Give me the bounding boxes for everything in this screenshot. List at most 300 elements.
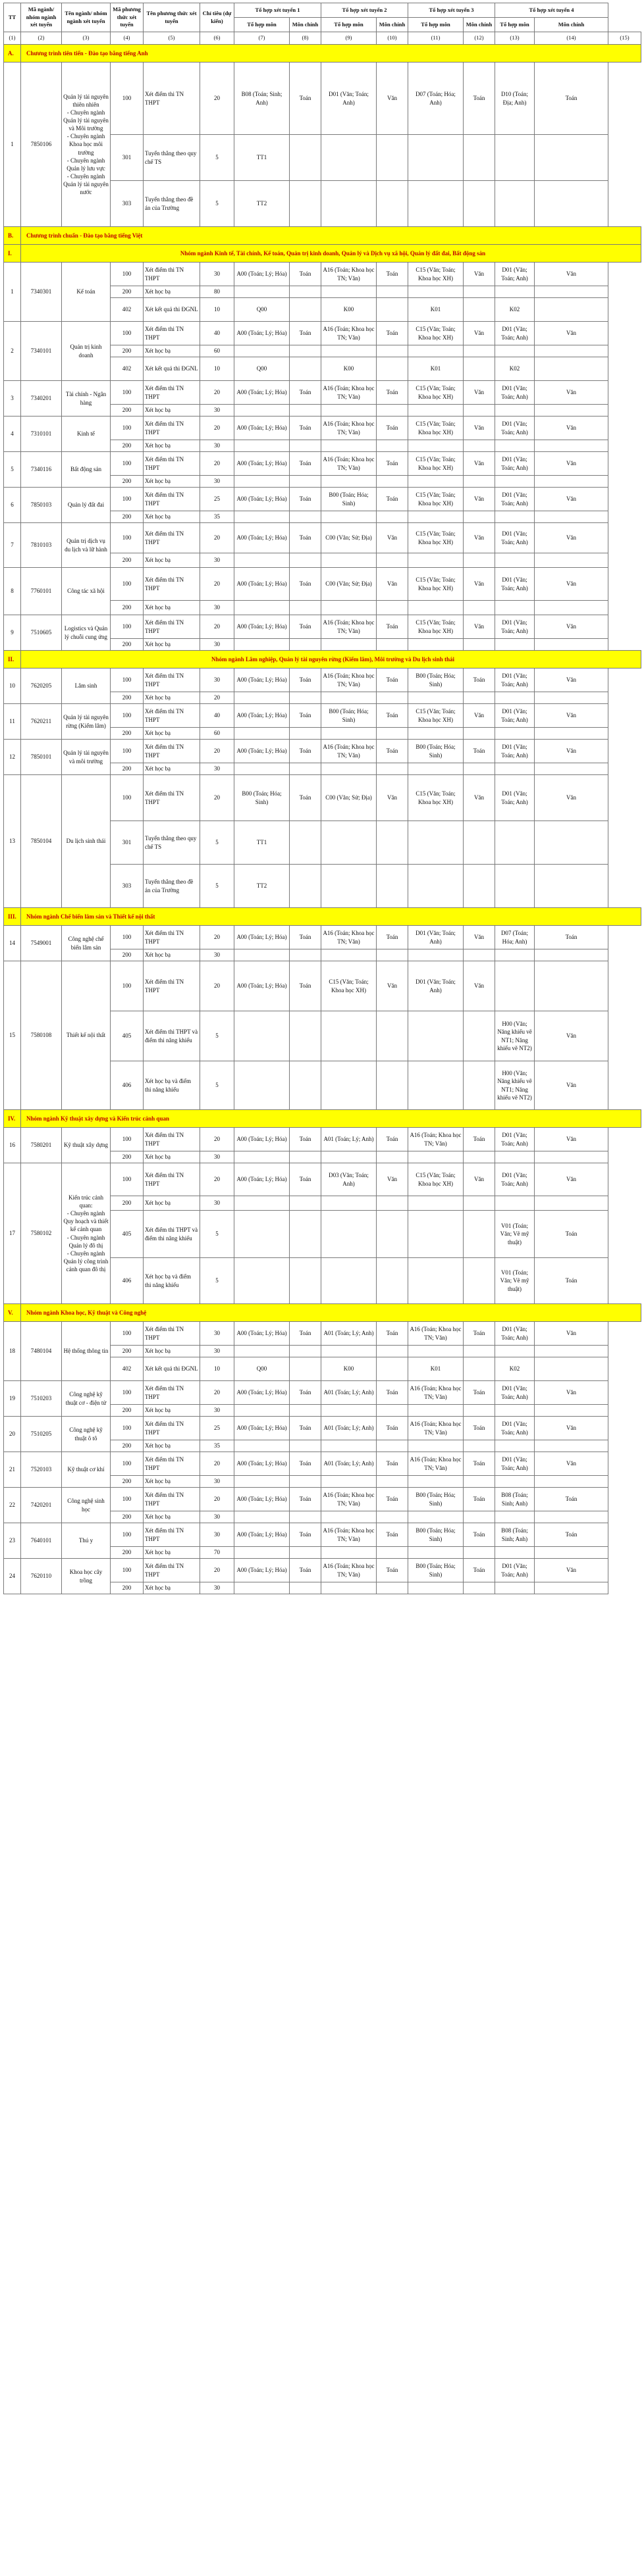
major-code: 7510605 xyxy=(21,615,62,651)
to-hop-2-mon-chinh xyxy=(377,345,408,357)
to-hop-4-mon xyxy=(495,728,535,740)
table-row xyxy=(4,926,641,949)
column-number: (13) xyxy=(495,32,535,45)
quota: 20 xyxy=(200,1488,234,1511)
method-name: Xét điểm thi TN THPT xyxy=(144,1322,200,1346)
to-hop-2-mon xyxy=(321,511,377,523)
to-hop-4-mon: D01 (Văn; Toán; Anh) xyxy=(495,1128,535,1151)
to-hop-3-mon-chinh xyxy=(464,1357,495,1381)
header-mon-chinh: Môn chính xyxy=(464,18,495,32)
quota: 20 xyxy=(200,692,234,704)
section-code: V. xyxy=(4,1304,21,1322)
quota: 80 xyxy=(200,286,234,298)
to-hop-4-mon-chinh: Văn xyxy=(535,1163,608,1196)
to-hop-4-mon-chinh xyxy=(535,763,608,775)
quota: 20 xyxy=(200,417,234,440)
to-hop-1-mon-chinh xyxy=(290,728,321,740)
row-tt: 11 xyxy=(4,704,21,740)
to-hop-2-mon-chinh: Toán xyxy=(377,1128,408,1151)
to-hop-3-mon xyxy=(408,553,464,568)
row-tt: 8 xyxy=(4,568,21,615)
method-name: Xét điểm thi TN THPT xyxy=(144,417,200,440)
to-hop-2-mon xyxy=(321,1405,377,1417)
to-hop-4-mon-chinh: Văn xyxy=(535,775,608,821)
header-to-hop-mon: Tổ hợp môn xyxy=(321,18,377,32)
to-hop-3-mon: K01 xyxy=(408,1357,464,1381)
table-row xyxy=(4,775,641,821)
to-hop-3-mon-chinh: Văn xyxy=(464,322,495,345)
method-code: 200 xyxy=(111,1582,144,1594)
method-code: 200 xyxy=(111,1476,144,1488)
to-hop-3-mon-chinh: Văn xyxy=(464,452,495,476)
to-hop-3-mon xyxy=(408,405,464,417)
to-hop-3-mon-chinh: Toán xyxy=(464,669,495,692)
method-code: 100 xyxy=(111,1322,144,1346)
to-hop-4-mon-chinh xyxy=(535,357,608,381)
method-code: 100 xyxy=(111,1452,144,1476)
quota: 30 xyxy=(200,553,234,568)
major-name: Thiết kế nội thất xyxy=(62,961,111,1110)
to-hop-3-mon-chinh: Văn xyxy=(464,381,495,405)
to-hop-2-mon xyxy=(321,821,377,865)
quota: 5 xyxy=(200,865,234,908)
to-hop-4-mon: K02 xyxy=(495,357,535,381)
method-code: 200 xyxy=(111,1151,144,1163)
to-hop-2-mon-chinh: Văn xyxy=(377,775,408,821)
to-hop-3-mon xyxy=(408,1211,464,1258)
row-tt: 15 xyxy=(4,961,21,1110)
to-hop-1-mon-chinh: Toán xyxy=(290,1128,321,1151)
to-hop-4-mon xyxy=(495,553,535,568)
to-hop-1-mon xyxy=(234,1196,290,1211)
row-tt: 23 xyxy=(4,1523,21,1559)
method-code: 100 xyxy=(111,63,144,135)
to-hop-1-mon: A00 (Toán; Lý; Hóa) xyxy=(234,1523,290,1547)
to-hop-3-mon: A16 (Toán; Khoa học TN; Văn) xyxy=(408,1452,464,1476)
method-code: 100 xyxy=(111,961,144,1011)
to-hop-2-mon: D03 (Văn; Toán; Anh) xyxy=(321,1163,377,1196)
quota: 30 xyxy=(200,1346,234,1357)
major-code: 7480104 xyxy=(21,1322,62,1381)
method-name: Xét điểm thi TN THPT xyxy=(144,263,200,286)
method-name: Xét điểm thi TN THPT xyxy=(144,615,200,639)
quota: 20 xyxy=(200,740,234,763)
to-hop-3-mon xyxy=(408,763,464,775)
to-hop-2-mon-chinh xyxy=(377,1357,408,1381)
to-hop-2-mon xyxy=(321,553,377,568)
method-name: Xét điểm thi TN THPT xyxy=(144,1523,200,1547)
to-hop-3-mon: C15 (Văn; Toán; Khoa học XH) xyxy=(408,417,464,440)
to-hop-3-mon-chinh xyxy=(464,1440,495,1452)
column-number: (12) xyxy=(464,32,495,45)
to-hop-1-mon-chinh: Toán xyxy=(290,488,321,511)
to-hop-4-mon-chinh xyxy=(535,553,608,568)
to-hop-3-mon-chinh xyxy=(464,821,495,865)
to-hop-1-mon-chinh: Toán xyxy=(290,740,321,763)
to-hop-2-mon-chinh xyxy=(377,181,408,227)
to-hop-2-mon-chinh: Toán xyxy=(377,1488,408,1511)
to-hop-1-mon xyxy=(234,1151,290,1163)
to-hop-4-mon xyxy=(495,1196,535,1211)
to-hop-1-mon-chinh xyxy=(290,1547,321,1559)
quota: 30 xyxy=(200,263,234,286)
to-hop-3-mon-chinh xyxy=(464,1547,495,1559)
to-hop-2-mon-chinh xyxy=(377,1196,408,1211)
section-title: Nhóm ngành Chế biến lâm sản và Thiết kế nội thất xyxy=(21,908,641,926)
to-hop-3-mon-chinh xyxy=(464,1346,495,1357)
to-hop-3-mon: A16 (Toán; Khoa học TN; Văn) xyxy=(408,1417,464,1440)
to-hop-4-mon: K02 xyxy=(495,1357,535,1381)
method-name: Xét điểm thi TN THPT xyxy=(144,1417,200,1440)
to-hop-1-mon-chinh: Toán xyxy=(290,1452,321,1476)
quota: 30 xyxy=(200,405,234,417)
to-hop-2-mon xyxy=(321,865,377,908)
section-header xyxy=(4,651,641,669)
header-to-hop-1: Tổ hợp xét tuyển 1 xyxy=(234,3,321,18)
to-hop-2-mon-chinh: Toán xyxy=(377,615,408,639)
section-header xyxy=(4,245,641,263)
to-hop-3-mon-chinh xyxy=(464,1258,495,1304)
to-hop-4-mon-chinh xyxy=(535,1547,608,1559)
to-hop-1-mon: A00 (Toán; Lý; Hóa) xyxy=(234,704,290,728)
to-hop-2-mon-chinh: Toán xyxy=(377,1523,408,1547)
to-hop-4-mon xyxy=(495,405,535,417)
to-hop-4-mon: D01 (Văn; Toán; Anh) xyxy=(495,1417,535,1440)
to-hop-2-mon xyxy=(321,345,377,357)
row-tt: 21 xyxy=(4,1452,21,1488)
to-hop-3-mon xyxy=(408,1440,464,1452)
to-hop-3-mon xyxy=(408,181,464,227)
to-hop-3-mon xyxy=(408,865,464,908)
to-hop-2-mon: A16 (Toán; Khoa học TN; Văn) xyxy=(321,452,377,476)
to-hop-1-mon-chinh: Toán xyxy=(290,1417,321,1440)
row-tt: 14 xyxy=(4,926,21,961)
to-hop-3-mon: B00 (Toán; Hóa; Sinh) xyxy=(408,1523,464,1547)
to-hop-1-mon-chinh: Toán xyxy=(290,669,321,692)
to-hop-2-mon: K00 xyxy=(321,298,377,322)
to-hop-2-mon: B00 (Toán; Hóa; Sinh) xyxy=(321,704,377,728)
to-hop-3-mon: D01 (Văn; Toán; Anh) xyxy=(408,961,464,1011)
quota: 30 xyxy=(200,476,234,488)
to-hop-1-mon: A00 (Toán; Lý; Hóa) xyxy=(234,740,290,763)
to-hop-2-mon xyxy=(321,1011,377,1061)
to-hop-4-mon: D01 (Văn; Toán; Anh) xyxy=(495,775,535,821)
to-hop-4-mon-chinh xyxy=(535,476,608,488)
method-name: Xét học bạ xyxy=(144,1547,200,1559)
to-hop-1-mon: A00 (Toán; Lý; Hóa) xyxy=(234,926,290,949)
to-hop-1-mon-chinh xyxy=(290,601,321,615)
to-hop-1-mon-chinh xyxy=(290,1511,321,1523)
column-number: (15) xyxy=(608,32,641,45)
method-name: Xét điểm thi TN THPT xyxy=(144,322,200,345)
method-code: 200 xyxy=(111,440,144,452)
to-hop-2-mon xyxy=(321,1440,377,1452)
method-name: Xét điểm thi TN THPT xyxy=(144,568,200,601)
section-header xyxy=(4,1110,641,1128)
quota: 30 xyxy=(200,1511,234,1523)
to-hop-4-mon: V01 (Toán; Văn; Vẽ mỹ thuật) xyxy=(495,1258,535,1304)
method-name: Xét học bạ xyxy=(144,639,200,651)
to-hop-2-mon-chinh xyxy=(377,405,408,417)
to-hop-1-mon: A00 (Toán; Lý; Hóa) xyxy=(234,1128,290,1151)
to-hop-3-mon: C15 (Văn; Toán; Khoa học XH) xyxy=(408,452,464,476)
to-hop-2-mon xyxy=(321,1346,377,1357)
table-row xyxy=(4,63,641,135)
to-hop-1-mon: A00 (Toán; Lý; Hóa) xyxy=(234,381,290,405)
method-name: Xét điểm thi TN THPT xyxy=(144,669,200,692)
to-hop-3-mon xyxy=(408,1061,464,1110)
method-code: 200 xyxy=(111,601,144,615)
method-name: Xét điểm thi TN THPT xyxy=(144,523,200,553)
to-hop-1-mon-chinh xyxy=(290,763,321,775)
quota: 5 xyxy=(200,821,234,865)
method-name: Tuyển thẳng theo đề án của Trường xyxy=(144,865,200,908)
to-hop-4-mon-chinh: Toán xyxy=(535,63,608,135)
to-hop-2-mon-chinh xyxy=(377,553,408,568)
to-hop-3-mon: D01 (Văn; Toán; Anh) xyxy=(408,926,464,949)
table-row xyxy=(4,740,641,763)
to-hop-4-mon xyxy=(495,1346,535,1357)
row-tt: 9 xyxy=(4,615,21,651)
section-code: II. xyxy=(4,651,21,669)
row-tt: 1 xyxy=(4,263,21,322)
to-hop-4-mon-chinh: Toán xyxy=(535,1211,608,1258)
to-hop-1-mon: A00 (Toán; Lý; Hóa) xyxy=(234,488,290,511)
to-hop-4-mon: D01 (Văn; Toán; Anh) xyxy=(495,615,535,639)
section-title: Chương trình tiên tiến - Đào tạo bằng tiếng Anh xyxy=(21,45,641,63)
to-hop-4-mon-chinh xyxy=(535,1405,608,1417)
to-hop-3-mon: A16 (Toán; Khoa học TN; Văn) xyxy=(408,1322,464,1346)
to-hop-2-mon xyxy=(321,1151,377,1163)
to-hop-4-mon-chinh xyxy=(535,949,608,961)
to-hop-1-mon xyxy=(234,476,290,488)
to-hop-1-mon-chinh xyxy=(290,1211,321,1258)
to-hop-2-mon-chinh: Toán xyxy=(377,381,408,405)
to-hop-3-mon: C15 (Văn; Toán; Khoa học XH) xyxy=(408,615,464,639)
method-name: Xét học bạ xyxy=(144,1151,200,1163)
column-number: (4) xyxy=(111,32,144,45)
to-hop-4-mon: D01 (Văn; Toán; Anh) xyxy=(495,669,535,692)
quota: 20 xyxy=(200,63,234,135)
to-hop-2-mon: A16 (Toán; Khoa học TN; Văn) xyxy=(321,381,377,405)
to-hop-1-mon xyxy=(234,728,290,740)
to-hop-3-mon-chinh xyxy=(464,286,495,298)
to-hop-1-mon-chinh: Toán xyxy=(290,452,321,476)
to-hop-2-mon xyxy=(321,1582,377,1594)
major-name: Lâm sinh xyxy=(62,669,111,704)
to-hop-3-mon-chinh: Văn xyxy=(464,523,495,553)
to-hop-4-mon-chinh: Toán xyxy=(535,1488,608,1511)
quota: 20 xyxy=(200,523,234,553)
to-hop-2-mon-chinh: Toán xyxy=(377,1322,408,1346)
to-hop-3-mon-chinh: Văn xyxy=(464,417,495,440)
to-hop-2-mon: K00 xyxy=(321,357,377,381)
to-hop-3-mon xyxy=(408,476,464,488)
method-name: Xét học bạ xyxy=(144,763,200,775)
to-hop-4-mon: B08 (Toán; Sinh; Anh) xyxy=(495,1488,535,1511)
quota: 20 xyxy=(200,1559,234,1582)
to-hop-3-mon xyxy=(408,949,464,961)
method-name: Xét điểm thi TN THPT xyxy=(144,488,200,511)
to-hop-2-mon-chinh: Toán xyxy=(377,322,408,345)
row-tt: 22 xyxy=(4,1488,21,1523)
to-hop-2-mon-chinh: Văn xyxy=(377,568,408,601)
quota: 5 xyxy=(200,1211,234,1258)
to-hop-4-mon xyxy=(495,763,535,775)
column-number: (8) xyxy=(290,32,321,45)
header-to-hop-mon: Tổ hợp môn xyxy=(408,18,464,32)
method-code: 100 xyxy=(111,417,144,440)
quota: 5 xyxy=(200,181,234,227)
to-hop-4-mon xyxy=(495,1440,535,1452)
table-row xyxy=(4,1163,641,1196)
table-row xyxy=(4,1322,641,1346)
to-hop-3-mon-chinh xyxy=(464,692,495,704)
method-code: 200 xyxy=(111,1196,144,1211)
to-hop-4-mon-chinh xyxy=(535,440,608,452)
to-hop-1-mon: A00 (Toán; Lý; Hóa) xyxy=(234,523,290,553)
to-hop-2-mon-chinh xyxy=(377,135,408,181)
method-code: 402 xyxy=(111,1357,144,1381)
table-row xyxy=(4,1523,641,1547)
to-hop-4-mon-chinh xyxy=(535,511,608,523)
to-hop-3-mon-chinh xyxy=(464,1511,495,1523)
to-hop-1-mon: A00 (Toán; Lý; Hóa) xyxy=(234,1322,290,1346)
to-hop-3-mon-chinh xyxy=(464,476,495,488)
major-code: 7340301 xyxy=(21,263,62,322)
to-hop-3-mon xyxy=(408,1011,464,1061)
to-hop-1-mon-chinh xyxy=(290,1440,321,1452)
to-hop-4-mon-chinh xyxy=(535,692,608,704)
method-name: Xét học bạ và điểm thi năng khiếu xyxy=(144,1061,200,1110)
to-hop-3-mon xyxy=(408,511,464,523)
major-name: Khoa học cây trồng xyxy=(62,1559,111,1594)
quota: 10 xyxy=(200,298,234,322)
to-hop-4-mon xyxy=(495,961,535,1011)
method-name: Xét học bạ xyxy=(144,1476,200,1488)
header-chi-tieu: Chỉ tiêu (dự kiến) xyxy=(200,3,234,32)
method-code: 100 xyxy=(111,568,144,601)
method-name: Xét điểm thi TN THPT xyxy=(144,926,200,949)
method-code: 100 xyxy=(111,1488,144,1511)
major-name: Kiến trúc cảnh quan: - Chuyên ngành Quy hoạch và thiết kế cảnh quan - Chuyên ngành Quản lý đô thị - Chuyên ngành Quản lý công trình cảnh quan đô thị xyxy=(62,1163,111,1304)
major-name: Công nghệ kỹ thuật cơ - điện tử xyxy=(62,1381,111,1417)
major-name: Bất động sản xyxy=(62,452,111,488)
to-hop-4-mon-chinh xyxy=(535,865,608,908)
to-hop-3-mon: K01 xyxy=(408,298,464,322)
method-code: 200 xyxy=(111,405,144,417)
to-hop-1-mon xyxy=(234,601,290,615)
method-code: 200 xyxy=(111,1346,144,1357)
to-hop-1-mon-chinh: Toán xyxy=(290,417,321,440)
section-header xyxy=(4,45,641,63)
to-hop-1-mon: A00 (Toán; Lý; Hóa) xyxy=(234,568,290,601)
row-tt: 5 xyxy=(4,452,21,488)
column-number: (2) xyxy=(21,32,62,45)
method-code: 100 xyxy=(111,615,144,639)
to-hop-3-mon-chinh: Văn xyxy=(464,1163,495,1196)
section-code: III. xyxy=(4,908,21,926)
column-number: (11) xyxy=(408,32,464,45)
to-hop-1-mon-chinh: Toán xyxy=(290,961,321,1011)
major-name: Logistics và Quản lý chuỗi cung ứng xyxy=(62,615,111,651)
major-name: Kỹ thuật cơ khí xyxy=(62,1452,111,1488)
to-hop-4-mon: D01 (Văn; Toán; Anh) xyxy=(495,1322,535,1346)
method-name: Xét học bạ xyxy=(144,692,200,704)
to-hop-1-mon-chinh xyxy=(290,286,321,298)
to-hop-1-mon-chinh xyxy=(290,1151,321,1163)
to-hop-1-mon xyxy=(234,1582,290,1594)
table-row xyxy=(4,669,641,692)
method-code: 200 xyxy=(111,1440,144,1452)
to-hop-1-mon-chinh xyxy=(290,1011,321,1061)
method-name: Xét học bạ xyxy=(144,949,200,961)
method-code: 200 xyxy=(111,692,144,704)
to-hop-3-mon: C15 (Văn; Toán; Khoa học XH) xyxy=(408,381,464,405)
quota: 5 xyxy=(200,1258,234,1304)
method-name: Xét học bạ xyxy=(144,345,200,357)
to-hop-1-mon-chinh: Toán xyxy=(290,1488,321,1511)
to-hop-1-mon-chinh xyxy=(290,865,321,908)
to-hop-3-mon-chinh: Toán xyxy=(464,1452,495,1476)
to-hop-3-mon-chinh xyxy=(464,357,495,381)
to-hop-1-mon xyxy=(234,1511,290,1523)
to-hop-1-mon-chinh xyxy=(290,405,321,417)
to-hop-4-mon: D01 (Văn; Toán; Anh) xyxy=(495,568,535,601)
to-hop-2-mon: A16 (Toán; Khoa học TN; Văn) xyxy=(321,263,377,286)
to-hop-3-mon: C15 (Văn; Toán; Khoa học XH) xyxy=(408,322,464,345)
header-ma-nganh: Mã ngành/ nhóm ngành xét tuyển xyxy=(21,3,62,32)
to-hop-1-mon: TT2 xyxy=(234,181,290,227)
to-hop-2-mon xyxy=(321,1061,377,1110)
to-hop-4-mon xyxy=(495,601,535,615)
to-hop-3-mon-chinh xyxy=(464,135,495,181)
method-name: Tuyển thẳng theo quy chế TS xyxy=(144,135,200,181)
method-name: Xét học bạ xyxy=(144,601,200,615)
to-hop-4-mon-chinh: Văn xyxy=(535,322,608,345)
to-hop-2-mon-chinh xyxy=(377,692,408,704)
table-row xyxy=(4,488,641,511)
to-hop-3-mon-chinh xyxy=(464,728,495,740)
to-hop-4-mon xyxy=(495,821,535,865)
to-hop-2-mon xyxy=(321,601,377,615)
to-hop-2-mon: A16 (Toán; Khoa học TN; Văn) xyxy=(321,740,377,763)
to-hop-2-mon: D01 (Văn; Toán; Anh) xyxy=(321,63,377,135)
to-hop-4-mon-chinh: Văn xyxy=(535,523,608,553)
to-hop-4-mon: D10 (Toán; Địa; Anh) xyxy=(495,63,535,135)
row-tt: 17 xyxy=(4,1163,21,1304)
to-hop-4-mon-chinh xyxy=(535,1346,608,1357)
to-hop-4-mon xyxy=(495,1405,535,1417)
method-code: 405 xyxy=(111,1011,144,1061)
to-hop-4-mon xyxy=(495,692,535,704)
to-hop-4-mon-chinh: Văn xyxy=(535,704,608,728)
to-hop-4-mon-chinh xyxy=(535,1151,608,1163)
to-hop-2-mon-chinh xyxy=(377,298,408,322)
to-hop-2-mon xyxy=(321,135,377,181)
header-to-hop-4: Tổ hợp xét tuyển 4 xyxy=(495,3,608,18)
to-hop-2-mon xyxy=(321,1476,377,1488)
to-hop-2-mon-chinh: Toán xyxy=(377,1452,408,1476)
to-hop-2-mon xyxy=(321,639,377,651)
to-hop-3-mon xyxy=(408,1582,464,1594)
method-name: Xét học bạ xyxy=(144,553,200,568)
to-hop-3-mon xyxy=(408,345,464,357)
to-hop-1-mon xyxy=(234,1440,290,1452)
quota: 5 xyxy=(200,1011,234,1061)
to-hop-3-mon: C15 (Văn; Toán; Khoa học XH) xyxy=(408,263,464,286)
method-name: Xét kết quả thi ĐGNL xyxy=(144,298,200,322)
